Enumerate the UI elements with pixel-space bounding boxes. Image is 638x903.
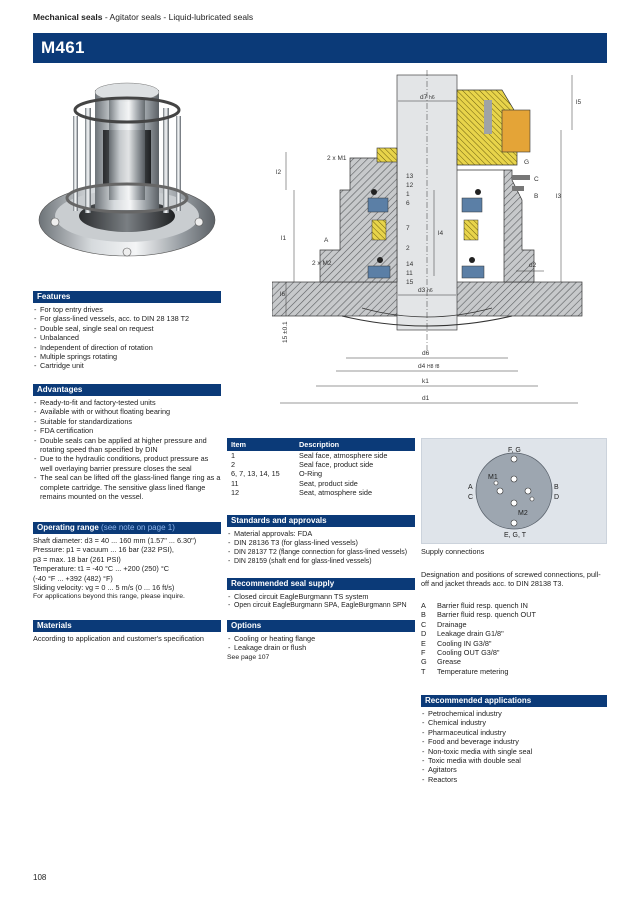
item-label: 11 — [406, 270, 413, 277]
item-label: 1 — [406, 191, 410, 198]
item-label: 7 — [406, 225, 410, 232]
dim-d7: d7 — [420, 94, 428, 101]
list-item: - Agitators — [421, 765, 607, 774]
product-photo — [33, 70, 221, 285]
materials-text: According to application and customer's specification — [33, 634, 204, 643]
table-row: 6, 7, 13, 14, 15 O-Ring — [231, 469, 323, 479]
standards-heading: Standards and approvals — [227, 515, 415, 527]
list-item: - Independent of direction of rotation — [33, 343, 221, 352]
list-item: - The seal can be lifted off the glass-lined flange ring as a complete cartridge. The sensitive glass lined flange remains mounted on the vessel. — [33, 473, 221, 501]
list-item: - Multiple springs rotating — [33, 352, 221, 361]
list-item: - Chemical industry — [421, 718, 607, 727]
connections-legend — [421, 601, 607, 676]
svg-text:d7 h6 — [420, 94, 435, 101]
operating-range-note: (see note on page 1) — [101, 523, 175, 532]
dim-l4: l4 — [438, 230, 444, 237]
legend-row: E Cooling IN G3/8" — [421, 638, 492, 648]
dim-d3: d3 — [418, 287, 426, 294]
list-item: - Available with or without floating bearing — [33, 407, 221, 416]
standards-section — [227, 515, 415, 567]
table-row: 12 Seat, atmosphere side — [231, 487, 373, 497]
supply-connections-diagram — [421, 438, 607, 544]
table-row: 11 Seat, product side — [231, 478, 358, 488]
item-label: 15 — [406, 279, 414, 286]
range-line: (-40 °F ... +392 (482) °F) — [33, 573, 113, 583]
options-see-page: See page 107 — [227, 653, 270, 661]
materials-section — [33, 620, 221, 643]
conn-right2: D — [554, 494, 560, 501]
conn-bottom: E, G, T — [504, 532, 527, 539]
sectional-drawing — [272, 70, 592, 410]
svg-text:d3 h6 — [418, 287, 433, 294]
operating-range-heading: Operating range (see note on page 1) — [33, 522, 221, 534]
list-item: - Non-toxic media with single seal — [421, 747, 607, 756]
materials-heading: Materials — [33, 620, 221, 632]
dim-d4-tol: H8 — [427, 364, 434, 370]
features-heading: Features — [33, 291, 221, 303]
page-number: 108 — [33, 873, 47, 882]
supply-connections-intro: Designation and positions of screwed connections, pull-off and jacket threads acc. to DIN 28138 T3. — [421, 570, 601, 589]
label-m1: 2 x M1 — [327, 155, 347, 162]
list-item: - Pharmaceutical industry — [421, 728, 607, 737]
advantages-heading: Advantages — [33, 384, 221, 396]
list-item: - Due to the hydraulic conditions, product pressure as well overlaying barrier pressure closes the seal — [33, 454, 221, 473]
list-item: - Suitable for standardizations — [33, 417, 221, 426]
features-list — [33, 305, 221, 371]
dim-k1: k1 — [422, 378, 429, 385]
label-C: C — [534, 176, 539, 183]
conn-m1: M1 — [488, 474, 498, 481]
list-item: - Material approvals: FDA — [227, 529, 415, 538]
list-item: - Unbalanced — [33, 333, 221, 342]
seal-supply-section — [227, 578, 415, 611]
item-label: 6 — [406, 200, 410, 207]
list-item: - Reactors — [421, 775, 607, 784]
label-m2: 2 x M2 — [312, 260, 332, 267]
list-item: - Leakage drain or flush — [227, 643, 415, 652]
list-item: - Cartridge unit — [33, 361, 221, 370]
list-item: - Double seals can be applied at higher pressure and rotating speed than specified by DIN — [33, 436, 221, 455]
operating-range-section — [33, 522, 221, 602]
list-item: - DIN 28137 T2 (flange connection for glass-lined vessels) — [227, 548, 415, 557]
operating-range-values — [33, 536, 221, 602]
conn-m2: M2 — [518, 510, 528, 517]
applications-heading: Recommended applications — [421, 695, 607, 707]
list-item: - FDA certification — [33, 426, 221, 435]
range-line: Pressure: p1 = vacuum ... 16 bar (232 PSI), — [33, 545, 174, 555]
legend-row: F Cooling OUT G3/8" — [421, 648, 500, 658]
items-table — [227, 438, 415, 497]
breadcrumb: Mechanical seals - Agitator seals - Liquid-lubricated seals — [33, 12, 254, 22]
list-item: - DIN 28136 T3 (for glass-lined vessels) — [227, 538, 415, 547]
label-A: A — [324, 237, 329, 244]
col-item: Item — [227, 438, 295, 451]
dim-d3-tol: h6 — [427, 288, 433, 294]
range-footnote: For applications beyond this range, please inquire. — [33, 593, 185, 601]
seal-supply-list — [227, 592, 415, 611]
dim-l5: l5 — [576, 99, 582, 106]
range-line: Shaft diameter: d3 = 40 ... 160 mm (1.57" ... 6.30") — [33, 536, 197, 545]
dim-l2: l2 — [276, 169, 282, 176]
col-description: Description — [295, 438, 415, 451]
item-label: 14 — [406, 261, 414, 268]
dim-l1: l1 — [281, 235, 287, 242]
conn-right1: B — [554, 484, 559, 491]
label-B: B — [534, 193, 539, 200]
advantages-list — [33, 398, 221, 501]
page-title: M461 — [41, 38, 85, 57]
applications-section — [421, 695, 607, 784]
item-label: 12 — [406, 182, 414, 189]
list-item: - Toxic media with double seal — [421, 756, 607, 765]
legend-row: D Leakage drain G1/8" — [421, 629, 504, 639]
options-list — [227, 634, 415, 653]
supply-connections-caption: Supply connections — [421, 547, 485, 556]
dim-gap: 15 ±0.1 — [282, 321, 289, 343]
legend-row: B Barrier fluid resp. quench OUT — [421, 610, 536, 620]
item-label: 2 — [406, 245, 410, 252]
list-item: - Ready-to-fit and factory-tested units — [33, 398, 221, 407]
dim-l6: l6 — [280, 291, 286, 298]
options-heading: Options — [227, 620, 415, 632]
dim-d7-tol: h6 — [429, 95, 435, 101]
dim-l3: l3 — [556, 193, 562, 200]
list-item: - For glass-lined vessels, acc. to DIN 28 138 T2 — [33, 314, 221, 323]
dim-d4-tol2: f8 — [435, 364, 440, 370]
dim-d6: d6 — [422, 350, 430, 357]
legend-row: C Drainage — [421, 619, 467, 629]
list-item: - Cooling or heating flange — [227, 634, 415, 643]
applications-list — [421, 709, 607, 784]
range-line: Sliding velocity: vg = 0 ... 5 m/s (0 ... 16 ft/s) — [33, 583, 175, 593]
title-banner — [33, 33, 607, 63]
list-item: - Petrochemical industry — [421, 709, 607, 718]
range-line: Temperature: t1 = -40 °C ... +200 (250) °C — [33, 564, 170, 574]
legend-row: G Grease — [421, 657, 461, 667]
list-item: - Closed circuit EagleBurgmann TS system — [227, 592, 415, 601]
dim-d1: d1 — [422, 395, 430, 402]
legend-row: A Barrier fluid resp. quench IN — [421, 601, 528, 610]
options-section — [227, 620, 415, 662]
items-table-section — [227, 438, 415, 497]
features-section — [33, 291, 221, 371]
svg-text:d4 H8 f8 — [418, 363, 440, 370]
label-G: G — [524, 159, 530, 166]
dim-d4: d4 — [418, 363, 426, 370]
legend-row: T Temperature metering — [421, 666, 509, 676]
table-row: 2 Seal face, product side — [231, 460, 374, 470]
table-row: 1 Seal face, atmosphere side — [231, 451, 388, 460]
seal-supply-heading: Recommended seal supply — [227, 578, 415, 590]
list-item: - Open circuit EagleBurgmann SPA, EagleBurgmann SPN — [227, 601, 415, 610]
item-label: 13 — [406, 173, 414, 180]
list-item: - Food and beverage industry — [421, 737, 607, 746]
advantages-section — [33, 384, 221, 501]
list-item: - Double seal, single seal on request — [33, 324, 221, 333]
list-item: - DIN 28159 (shaft end for glass-lined vessels) — [227, 557, 415, 566]
conn-left1: A — [468, 484, 473, 491]
list-item: - For top entry drives — [33, 305, 221, 314]
dim-d2: d2 — [529, 262, 537, 269]
conn-top: F, G — [508, 447, 521, 454]
range-line: p3 = max. 18 bar (261 PSI) — [33, 554, 121, 564]
conn-left2: C — [468, 494, 474, 501]
standards-list — [227, 529, 415, 567]
